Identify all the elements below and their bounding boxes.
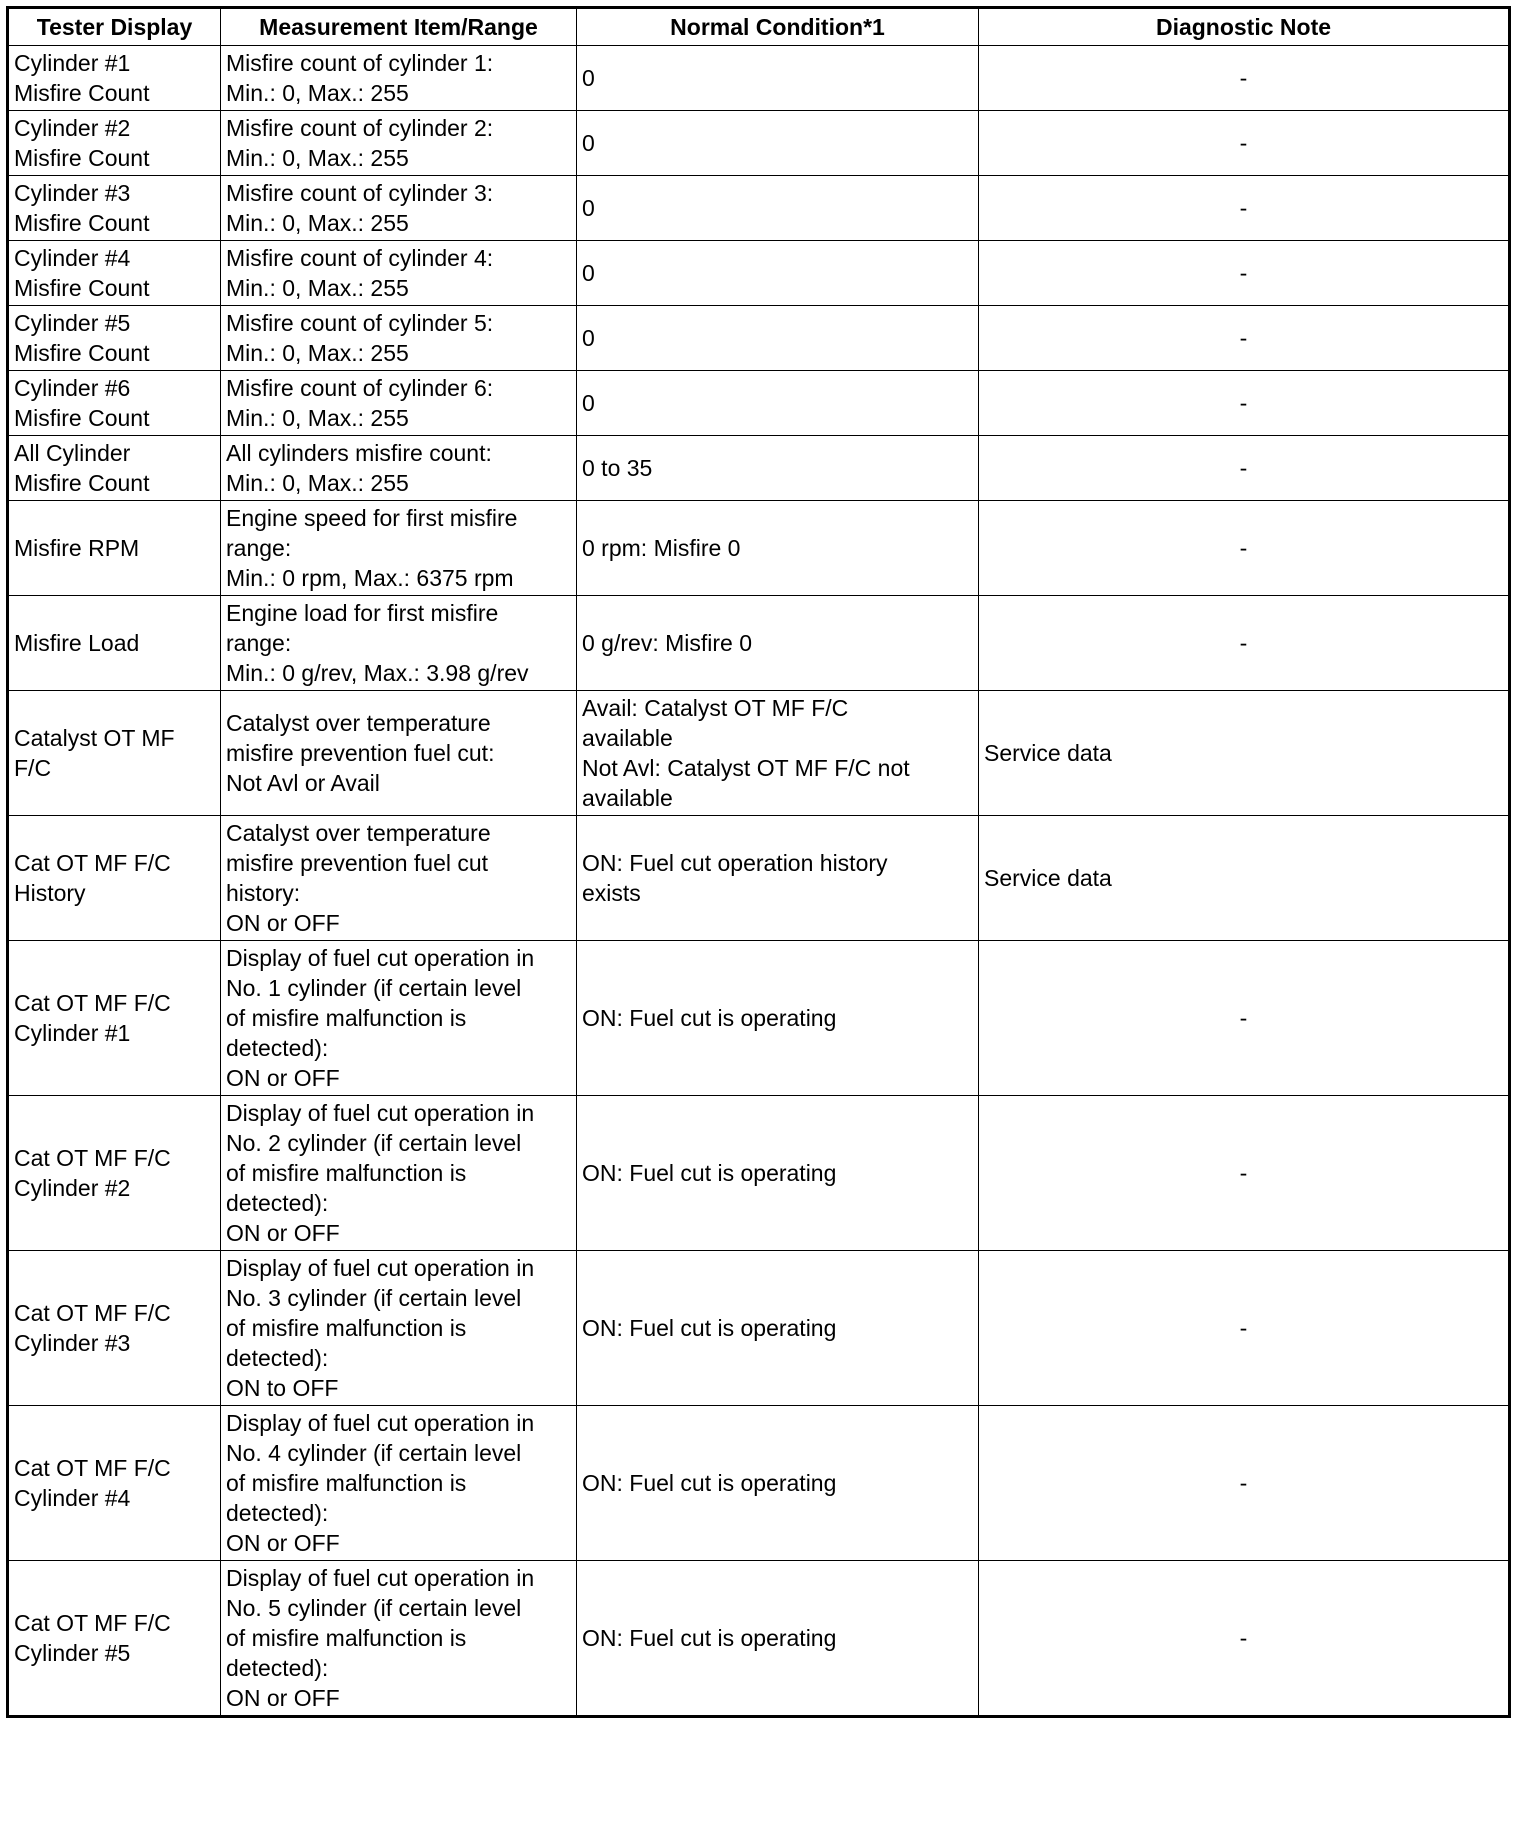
diagnostic-note-cell: - — [979, 241, 1510, 306]
measurement-range-cell: Display of fuel cut operation in No. 3 cylinder (if certain level of misfire malfunction is detected): ON to OFF — [221, 1251, 577, 1406]
measurement-range-cell: Misfire count of cylinder 2: Min.: 0, Max.: 255 — [221, 111, 577, 176]
diagnostic-note-cell: - — [979, 501, 1510, 596]
normal-condition-cell: 0 — [577, 306, 979, 371]
table-row — [8, 691, 1510, 816]
measurement-range-cell: Misfire count of cylinder 3: Min.: 0, Max.: 255 — [221, 176, 577, 241]
header-diagnostic-note: Diagnostic Note — [979, 8, 1510, 46]
normal-condition-cell: 0 — [577, 371, 979, 436]
tester-display-cell: Cylinder #3 Misfire Count — [8, 176, 221, 241]
table-row — [8, 501, 1510, 596]
measurement-range-cell: Misfire count of cylinder 4: Min.: 0, Max.: 255 — [221, 241, 577, 306]
diagnostic-note-cell: - — [979, 596, 1510, 691]
measurement-range-cell: Misfire count of cylinder 1: Min.: 0, Max.: 255 — [221, 46, 577, 111]
diagnostic-note-cell: - — [979, 941, 1510, 1096]
measurement-range-cell: Misfire count of cylinder 6: Min.: 0, Max.: 255 — [221, 371, 577, 436]
table-row — [8, 371, 1510, 436]
table-body — [8, 46, 1510, 1717]
measurement-range-cell: Engine load for first misfire range: Min.: 0 g/rev, Max.: 3.98 g/rev — [221, 596, 577, 691]
normal-condition-cell: ON: Fuel cut is operating — [577, 1251, 979, 1406]
measurement-range-cell: Display of fuel cut operation in No. 5 cylinder (if certain level of misfire malfunction is detected): ON or OFF — [221, 1561, 577, 1717]
tester-display-cell: Catalyst OT MF F/C — [8, 691, 221, 816]
header-measurement-range: Measurement Item/Range — [221, 8, 577, 46]
tester-display-cell: Cylinder #1 Misfire Count — [8, 46, 221, 111]
diagnostic-note-cell: - — [979, 306, 1510, 371]
measurement-range-cell: Engine speed for first misfire range: Min.: 0 rpm, Max.: 6375 rpm — [221, 501, 577, 596]
tester-display-cell: Cylinder #5 Misfire Count — [8, 306, 221, 371]
diagnostic-note-cell: Service data — [979, 691, 1510, 816]
diagnostic-note-cell: - — [979, 436, 1510, 501]
tester-display-cell: Cat OT MF F/C Cylinder #5 — [8, 1561, 221, 1717]
table-row — [8, 1561, 1510, 1717]
table-row — [8, 241, 1510, 306]
diagnostic-note-cell: - — [979, 371, 1510, 436]
tester-display-cell: Cat OT MF F/C History — [8, 816, 221, 941]
measurement-range-cell: Display of fuel cut operation in No. 1 cylinder (if certain level of misfire malfunction is detected): ON or OFF — [221, 941, 577, 1096]
measurement-range-cell: Display of fuel cut operation in No. 4 cylinder (if certain level of misfire malfunction is detected): ON or OFF — [221, 1406, 577, 1561]
normal-condition-cell: 0 — [577, 176, 979, 241]
tester-data-table — [6, 6, 1511, 1718]
table-header-row — [8, 8, 1510, 46]
diagnostic-note-cell: - — [979, 1096, 1510, 1251]
measurement-range-cell: All cylinders misfire count: Min.: 0, Max.: 255 — [221, 436, 577, 501]
normal-condition-cell: 0 — [577, 111, 979, 176]
diagnostic-note-cell: Service data — [979, 816, 1510, 941]
diagnostic-note-cell: - — [979, 46, 1510, 111]
header-tester-display: Tester Display — [8, 8, 221, 46]
normal-condition-cell: Avail: Catalyst OT MF F/C available Not Avl: Catalyst OT MF F/C not available — [577, 691, 979, 816]
table-row — [8, 1251, 1510, 1406]
tester-display-cell: Cylinder #6 Misfire Count — [8, 371, 221, 436]
tester-display-cell: All Cylinder Misfire Count — [8, 436, 221, 501]
measurement-range-cell: Display of fuel cut operation in No. 2 cylinder (if certain level of misfire malfunction is detected): ON or OFF — [221, 1096, 577, 1251]
diagnostic-note-cell: - — [979, 1406, 1510, 1561]
table-row — [8, 1096, 1510, 1251]
document-page — [6, 6, 1508, 1718]
normal-condition-cell: ON: Fuel cut operation history exists — [577, 816, 979, 941]
diagnostic-note-cell: - — [979, 1561, 1510, 1717]
diagnostic-note-cell: - — [979, 176, 1510, 241]
tester-display-cell: Cylinder #4 Misfire Count — [8, 241, 221, 306]
normal-condition-cell: ON: Fuel cut is operating — [577, 1406, 979, 1561]
table-row — [8, 111, 1510, 176]
normal-condition-cell: 0 to 35 — [577, 436, 979, 501]
normal-condition-cell: 0 g/rev: Misfire 0 — [577, 596, 979, 691]
table-row — [8, 941, 1510, 1096]
tester-display-cell: Cat OT MF F/C Cylinder #2 — [8, 1096, 221, 1251]
tester-display-cell: Cat OT MF F/C Cylinder #4 — [8, 1406, 221, 1561]
normal-condition-cell: ON: Fuel cut is operating — [577, 1561, 979, 1717]
diagnostic-note-cell: - — [979, 1251, 1510, 1406]
tester-display-cell: Misfire Load — [8, 596, 221, 691]
table-row — [8, 816, 1510, 941]
tester-display-cell: Cat OT MF F/C Cylinder #1 — [8, 941, 221, 1096]
diagnostic-note-cell: - — [979, 111, 1510, 176]
tester-display-cell: Cylinder #2 Misfire Count — [8, 111, 221, 176]
table-row — [8, 306, 1510, 371]
tester-display-cell: Misfire RPM — [8, 501, 221, 596]
table-row — [8, 436, 1510, 501]
table-row — [8, 176, 1510, 241]
normal-condition-cell: 0 — [577, 46, 979, 111]
normal-condition-cell: 0 rpm: Misfire 0 — [577, 501, 979, 596]
normal-condition-cell: 0 — [577, 241, 979, 306]
header-normal-condition: Normal Condition*1 — [577, 8, 979, 46]
table-row — [8, 46, 1510, 111]
table-row — [8, 596, 1510, 691]
measurement-range-cell: Misfire count of cylinder 5: Min.: 0, Max.: 255 — [221, 306, 577, 371]
table-row — [8, 1406, 1510, 1561]
tester-display-cell: Cat OT MF F/C Cylinder #3 — [8, 1251, 221, 1406]
measurement-range-cell: Catalyst over temperature misfire prevention fuel cut history: ON or OFF — [221, 816, 577, 941]
measurement-range-cell: Catalyst over temperature misfire prevention fuel cut: Not Avl or Avail — [221, 691, 577, 816]
normal-condition-cell: ON: Fuel cut is operating — [577, 1096, 979, 1251]
normal-condition-cell: ON: Fuel cut is operating — [577, 941, 979, 1096]
